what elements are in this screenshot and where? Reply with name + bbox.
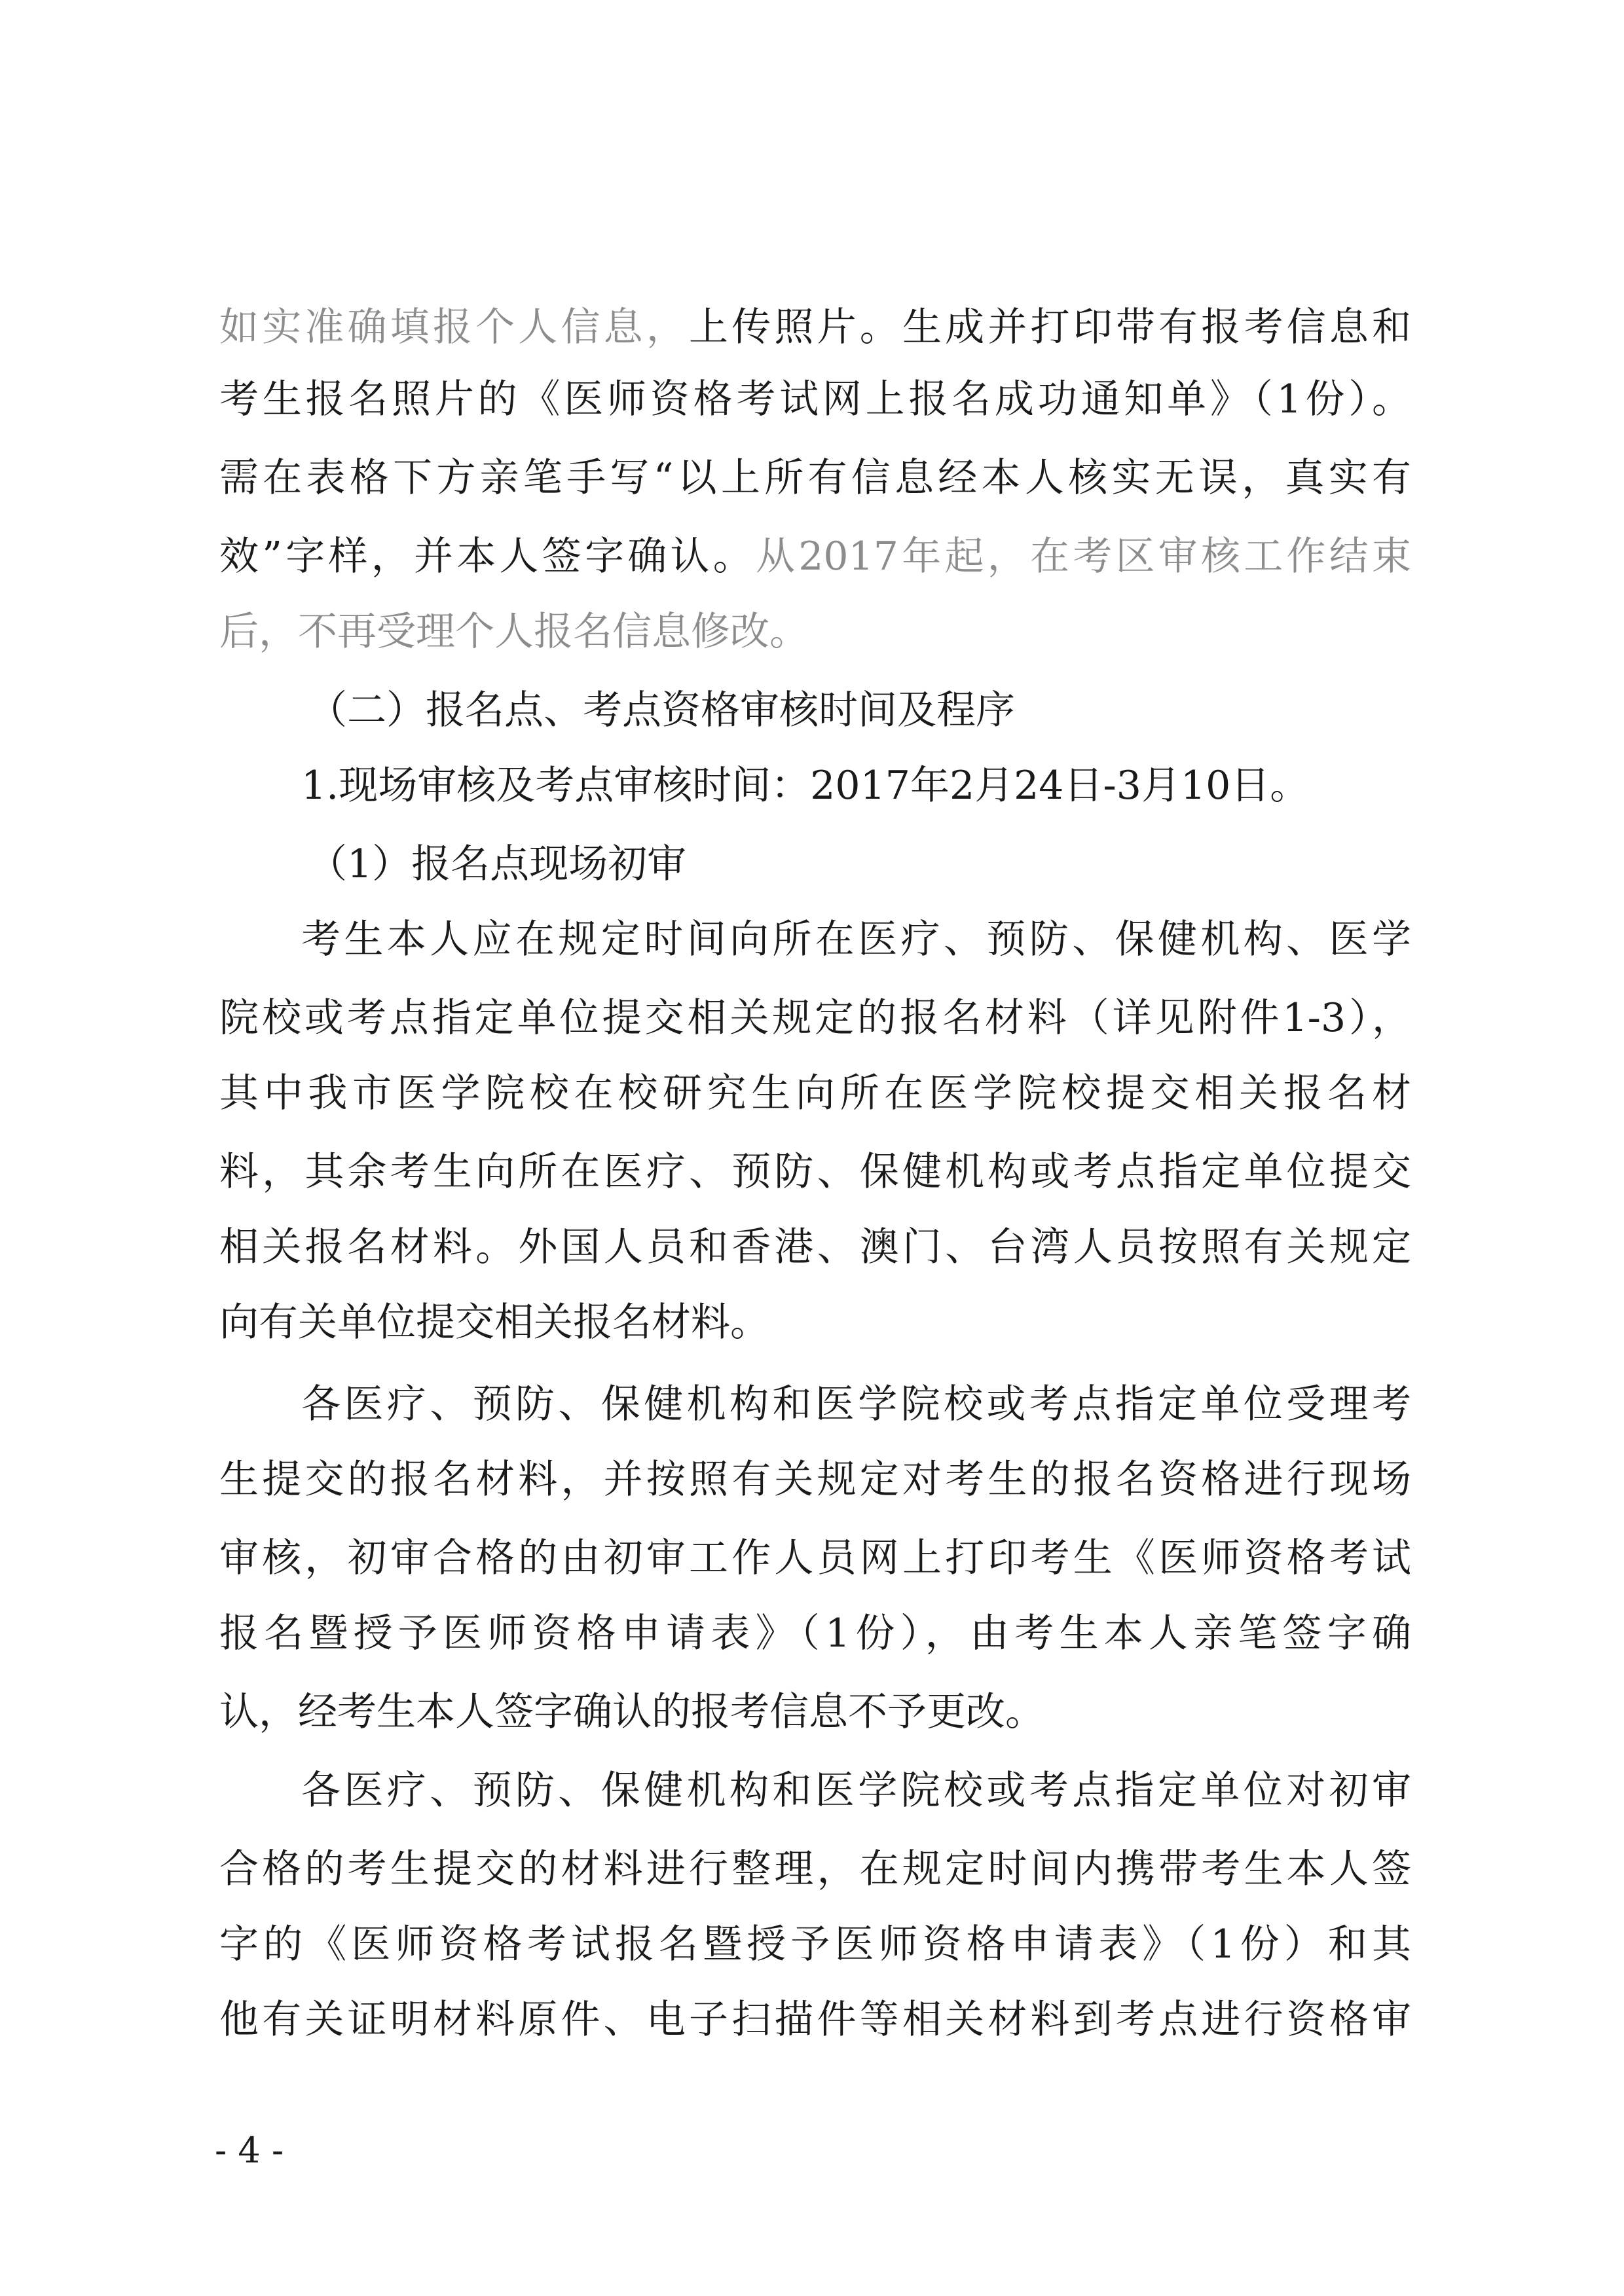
text-run: 各医疗、预防、保健机构和医学院校或考点指定单位受理考 <box>301 1381 1411 1427</box>
text-run: （1）报名点现场初审 <box>308 841 687 887</box>
paragraph-1-line-4 <box>219 1133 1411 1211</box>
paragraph-1-line-2 <box>219 979 1411 1057</box>
text-line-2 <box>219 360 1411 439</box>
paragraph-3-line-3 <box>219 1905 1411 1984</box>
text-line-3 <box>219 439 1411 517</box>
text-run: 从2017年起，在考区审核工作结束 <box>755 534 1411 579</box>
text-run: 考生本人应在规定时间向所在医疗、预防、保健机构、医学 <box>301 917 1411 962</box>
paragraph-1-line-3 <box>219 1054 1411 1133</box>
paragraph-1-line-5 <box>219 1208 1411 1286</box>
text-run: 1.现场审核及考点审核时间：2017年2月24日-3月10日。 <box>301 763 1310 809</box>
text-run: 效”字样，并本人签字确认。 <box>219 534 756 579</box>
item-heading <box>308 825 1411 903</box>
paragraph-3-line-4 <box>219 1980 1411 2059</box>
text-run: 各医疗、预防、保健机构和医学院校或考点指定单位对初审 <box>301 1768 1411 1813</box>
text-run: 考生报名照片的《医师资格考试网上报名成功通知单》（1份）。 <box>219 376 1411 422</box>
text-run: 院校或考点指定单位提交相关规定的报名材料（详见附件1-3）， <box>219 995 1411 1041</box>
text-run: 向有关单位提交相关报名材料。 <box>219 1300 769 1345</box>
paragraph-1-line-6 <box>219 1283 1411 1362</box>
text-run: 需在表格下方亲笔手写“以上所有信息经本人核实无误，真实有 <box>219 455 1411 501</box>
text-run: （二）报名点、考点资格审核时间及程序 <box>308 687 1015 733</box>
text-run: 他有关证明材料原件、电子扫描件等相关材料到考点进行资格审 <box>219 1997 1411 2043</box>
text-run: 后，不再受理个人报名信息修改。 <box>219 609 809 655</box>
text-run: 字的《医师资格考试报名暨授予医师资格申请表》（1份）和其 <box>219 1922 1411 1967</box>
paragraph-2-line-4 <box>219 1594 1411 1673</box>
text-run: 合格的考生提交的材料进行整理，在规定时间内携带考生本人签 <box>219 1846 1411 1892</box>
text-run: 如实准确填报个人信息， <box>219 304 690 350</box>
text-run: 上传照片。生成并打印带有报考信息和 <box>689 304 1411 350</box>
text-run: 料，其余考生向所在医疗、预防、保健机构或考点指定单位提交 <box>219 1149 1411 1195</box>
text-run: 认，经考生本人签字确认的报考信息不予更改。 <box>219 1689 1044 1735</box>
text-run: 审核，初审合格的由初审工作人员网上打印考生《医师资格考试 <box>219 1535 1411 1581</box>
text-run: 报名暨授予医师资格申请表》（1份），由考生本人亲笔签字确 <box>219 1611 1411 1656</box>
paragraph-2-line-2 <box>219 1440 1411 1519</box>
paragraph-2-line-5 <box>219 1673 1411 1751</box>
text-run: 生提交的报名材料，并按照有关规定对考生的报名资格进行现场 <box>219 1457 1411 1503</box>
text-run: 其中我市医学院校在校研究生向所在医学院校提交相关报名材 <box>219 1070 1411 1116</box>
section-heading <box>308 671 1411 750</box>
text-line-5 <box>219 592 1411 671</box>
page-number: - 4 - <box>215 2130 284 2171</box>
subsection-heading <box>301 746 1411 825</box>
paragraph-1-line-1 <box>301 900 1411 979</box>
paragraph-2-line-3 <box>219 1519 1411 1597</box>
paragraph-3-line-2 <box>219 1830 1411 1908</box>
paragraph-2-line-1 <box>301 1365 1411 1444</box>
text-line-4 <box>219 517 1411 596</box>
text-line-1 <box>219 288 1411 367</box>
paragraph-3-line-1 <box>301 1751 1411 1830</box>
text-run: 相关报名材料。外国人员和香港、澳门、台湾人员按照有关规定 <box>219 1224 1411 1270</box>
